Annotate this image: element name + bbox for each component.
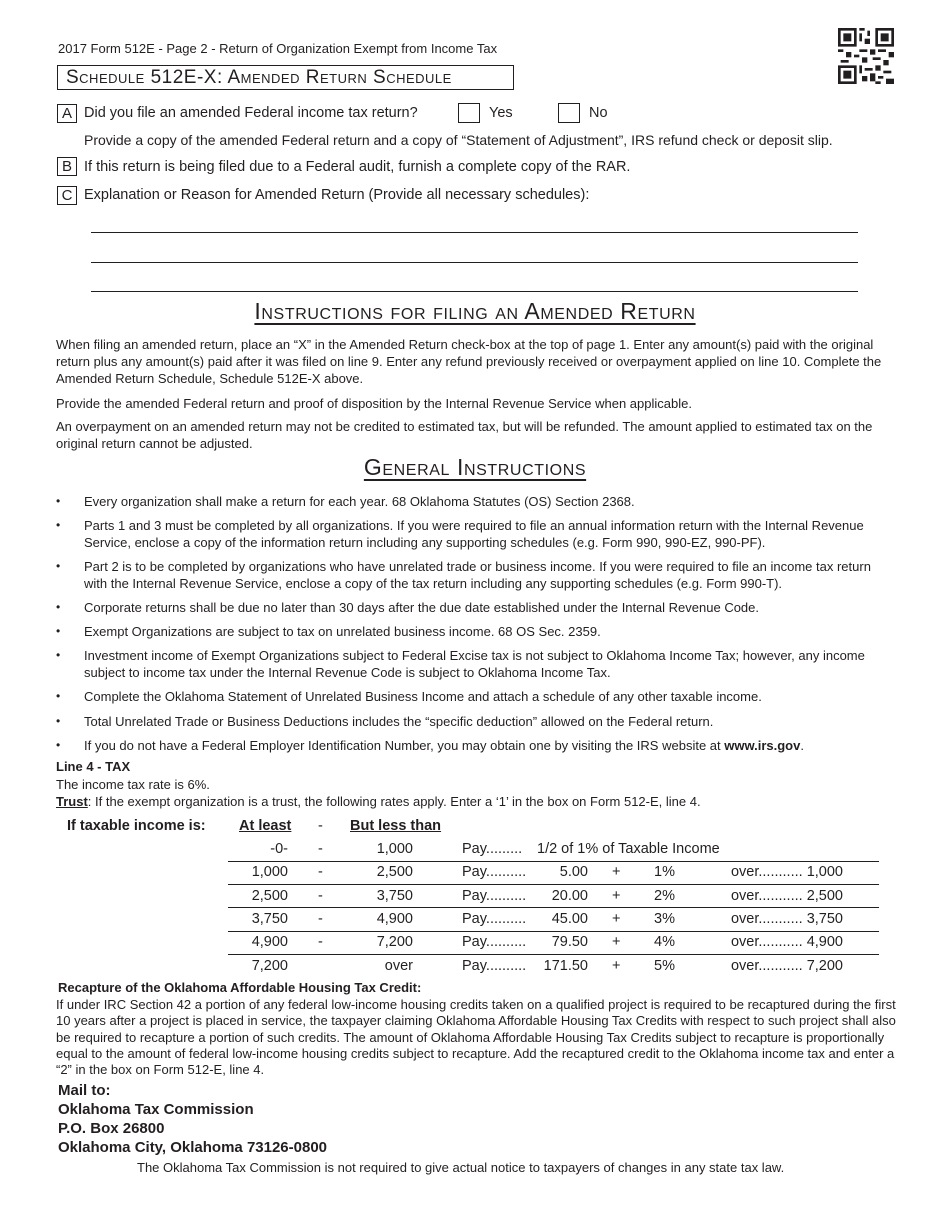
- row0-at-least: -0-: [270, 841, 288, 857]
- row2-amount: 20.00: [551, 888, 588, 904]
- taxable-income-label: If taxable income is:: [67, 818, 206, 834]
- table-rule: [228, 907, 879, 908]
- list-item-text: Investment income of Exempt Organizations subject to Federal Excise tax is not subject to Oklahoma Income Tax; however, any income subject to income tax under the Internal Revenue Code is subject to Oklahoma Income Tax.: [84, 648, 865, 680]
- list-item: [56, 517, 894, 551]
- amended-instructions-heading: [0, 298, 950, 325]
- bullet: •: [56, 494, 61, 508]
- list-item-text: Parts 1 and 3 must be completed by all organizations. If you were required to file an annual information return with the Internal Revenue Service, enclose a copy of the information return including any supporting schedules (e.g. Form 990, 990-EZ, 990-PF).: [84, 518, 864, 550]
- amended-copy-note: Provide a copy of the amended Federal return and a copy of “Statement of Adjustment”, IRS refund check or deposit slip.: [84, 132, 833, 148]
- list-item-text: Exempt Organizations are subject to tax on unrelated business income. 68 OS Sec. 2359.: [84, 624, 601, 639]
- no-label: No: [589, 105, 608, 121]
- row4-at-least: 4,900: [251, 934, 288, 950]
- no-checkbox[interactable]: [558, 103, 580, 123]
- schedule-title-box: [57, 65, 514, 90]
- row4-dash: -: [318, 934, 323, 950]
- list-item-text: [84, 737, 894, 754]
- bullet: •: [56, 648, 61, 662]
- row2-pay: Pay..........: [462, 888, 527, 904]
- row1-dash: -: [318, 864, 323, 880]
- row1-pct: 1%: [654, 864, 675, 880]
- schedule-title: Schedule 512E-X: Amended Return Schedule: [66, 67, 452, 88]
- row1-amount: 5.00: [559, 864, 588, 880]
- recapture-title: Recapture of the Oklahoma Affordable Housing Tax Credit:: [58, 980, 422, 995]
- bullet: •: [56, 600, 61, 614]
- row4-plus: +: [612, 934, 621, 950]
- row2-less: 3,750: [376, 888, 413, 904]
- list-item-text: Total Unrelated Trade or Business Deductions includes the “specific deduction” allowed on the Federal return.: [84, 714, 714, 729]
- bullet: •: [56, 714, 61, 728]
- row5-over: over........... 7,200: [730, 958, 843, 974]
- general-instructions-heading: [0, 454, 950, 481]
- bullet: •: [56, 689, 61, 703]
- explanation-line-3[interactable]: [91, 291, 858, 292]
- row1-less: 2,500: [376, 864, 413, 880]
- item-a-letter: A: [57, 104, 77, 123]
- list-item: [56, 688, 894, 705]
- row2-dash: -: [318, 888, 323, 904]
- table-rule: [228, 884, 879, 885]
- form-header: 2017 Form 512E - Page 2 - Return of Organization Exempt from Income Tax: [58, 41, 498, 56]
- trust-label: Trust: [56, 794, 88, 809]
- explanation-text: Explanation or Reason for Amended Return (Provide all necessary schedules):: [84, 187, 590, 203]
- row4-amount: 79.50: [551, 934, 588, 950]
- amended-paragraph-1: When filing an amended return, place an “X” in the Amended Return check-box at the top of page 1. Enter any amount(s) paid with the original return plus any amount(s) paid after it was filed on line 9. Enter any refund previously received or overpayment applied on line 10. Complete the Amended Return Schedule, Schedule 512E-X above.: [56, 337, 882, 386]
- row1-pay: Pay..........: [462, 864, 527, 880]
- ein-period: .: [800, 738, 804, 753]
- row1-plus: +: [612, 864, 621, 880]
- row3-pay: Pay..........: [462, 911, 527, 927]
- table-rule: [228, 931, 879, 932]
- row3-at-least: 3,750: [251, 911, 288, 927]
- row5-amount: 171.50: [543, 958, 588, 974]
- list-item-text: Corporate returns shall be due no later than 30 days after the due date established under the Internal Revenue Code.: [84, 600, 760, 615]
- row3-plus: +: [612, 911, 621, 927]
- row0-pay: Pay.........: [462, 841, 523, 857]
- amended-federal-question: Did you file an amended Federal income tax return?: [84, 105, 418, 121]
- bullet: •: [56, 738, 61, 752]
- recapture-text: If under IRC Section 42 a portion of any federal low-income housing credits taken on a qualified project is required to be recaptured during the first 10 years after a project is placed in service, the taxpayer claiming Oklahoma Affordable Housing Tax Credits with respect to such project shall also be required to recapture a portion of such credits. The amount of Oklahoma Affordable Housing Tax Credits subject to recapture is proportionally equal to the amount of federal low-income housing credits subject to recapture. Add the recaptured credit to the Oklahoma income tax and enter a “2” in the box on Form 512-E, line 4.: [56, 997, 896, 1078]
- amended-instructions-heading-text: Instructions for filing an Amended Return: [254, 298, 696, 324]
- table-rule: [228, 861, 879, 862]
- trust-note: [56, 794, 701, 809]
- row2-at-least: 2,500: [251, 888, 288, 904]
- bullet: •: [56, 559, 61, 573]
- line4-title: Line 4 - TAX: [56, 759, 131, 774]
- row1-at-least: 1,000: [251, 864, 288, 880]
- list-item: [56, 493, 894, 510]
- row2-over: over........... 2,500: [730, 888, 843, 904]
- row5-plus: +: [612, 958, 621, 974]
- list-item: [56, 713, 894, 730]
- list-item-text: Part 2 is to be completed by organizations who have unrelated trade or business income. If you were required to file an income tax return with the Internal Revenue Service, enclose a copy of the tax return including any supporting schedules (e.g. Form 990-T).: [84, 559, 871, 591]
- row0-desc: 1/2 of 1% of Taxable Income: [537, 841, 720, 857]
- table-rule: [228, 954, 879, 955]
- general-instructions-heading-text: General Instructions: [363, 454, 587, 480]
- irs-website-link[interactable]: www.irs.gov: [724, 738, 801, 753]
- row0-dash: -: [318, 841, 323, 857]
- federal-audit-text: If this return is being filed due to a Federal audit, furnish a complete copy of the RAR.: [84, 159, 631, 175]
- list-item: [56, 623, 894, 640]
- row3-dash: -: [318, 911, 323, 927]
- item-b-letter: B: [57, 157, 77, 176]
- mail-city: Oklahoma City, Oklahoma 73126-0800: [58, 1139, 328, 1156]
- list-item-text: Every organization shall make a return for each year. 68 Oklahoma Statutes (OS) Section 2368.: [84, 494, 635, 509]
- list-item: [56, 737, 894, 754]
- list-item: [56, 599, 894, 616]
- trust-text: : If the exempt organization is a trust, the following rates apply. Enter a ‘1’ in the box on Form 512-E, line 4.: [87, 794, 701, 809]
- col-at-least: At least: [239, 818, 292, 834]
- explanation-line-1[interactable]: [91, 232, 858, 233]
- list-item-text: Complete the Oklahoma Statement of Unrelated Business Income and attach a schedule of any other taxable income.: [84, 689, 762, 704]
- col-but-less-than: But less than: [350, 818, 442, 834]
- row3-amount: 45.00: [551, 911, 588, 927]
- col-dash: -: [318, 818, 323, 834]
- yes-label: Yes: [489, 105, 513, 121]
- row3-less: 4,900: [376, 911, 413, 927]
- list-item: [56, 558, 894, 592]
- list-item: [56, 647, 894, 681]
- explanation-line-2[interactable]: [91, 262, 858, 263]
- mail-to-label: Mail to:: [58, 1082, 111, 1099]
- item-c-letter: C: [57, 186, 77, 205]
- yes-checkbox[interactable]: [458, 103, 480, 123]
- row5-less: over: [384, 958, 413, 974]
- mail-org: Oklahoma Tax Commission: [58, 1101, 254, 1118]
- qr-code-icon: [838, 28, 894, 84]
- row3-pct: 3%: [654, 911, 675, 927]
- footer-note: The Oklahoma Tax Commission is not required to give actual notice to taxpayers of changes in any state tax law.: [137, 1160, 785, 1175]
- amended-paragraph-2: Provide the amended Federal return and proof of disposition by the Internal Revenue Service when applicable.: [56, 396, 692, 411]
- row4-over: over........... 4,900: [730, 934, 843, 950]
- row0-less: 1,000: [376, 841, 413, 857]
- row5-pay: Pay..........: [462, 958, 527, 974]
- row4-pct: 4%: [654, 934, 675, 950]
- row5-at-least: 7,200: [251, 958, 288, 974]
- row4-pay: Pay..........: [462, 934, 527, 950]
- row3-over: over........... 3,750: [730, 911, 843, 927]
- mail-po-box: P.O. Box 26800: [58, 1120, 165, 1137]
- row4-less: 7,200: [376, 934, 413, 950]
- income-tax-rate: The income tax rate is 6%.: [56, 777, 210, 792]
- row2-pct: 2%: [654, 888, 675, 904]
- row5-pct: 5%: [654, 958, 675, 974]
- bullet: •: [56, 624, 61, 638]
- amended-paragraph-3: An overpayment on an amended return may not be credited to estimated tax, but will be refunded. The amount applied to estimated tax on the original return cannot be adjusted.: [56, 419, 873, 451]
- row1-over: over........... 1,000: [730, 864, 843, 880]
- row2-plus: +: [612, 888, 621, 904]
- ein-text: If you do not have a Federal Employer Identification Number, you may obtain one by visiting the IRS website at: [84, 738, 725, 753]
- bullet: •: [56, 518, 61, 532]
